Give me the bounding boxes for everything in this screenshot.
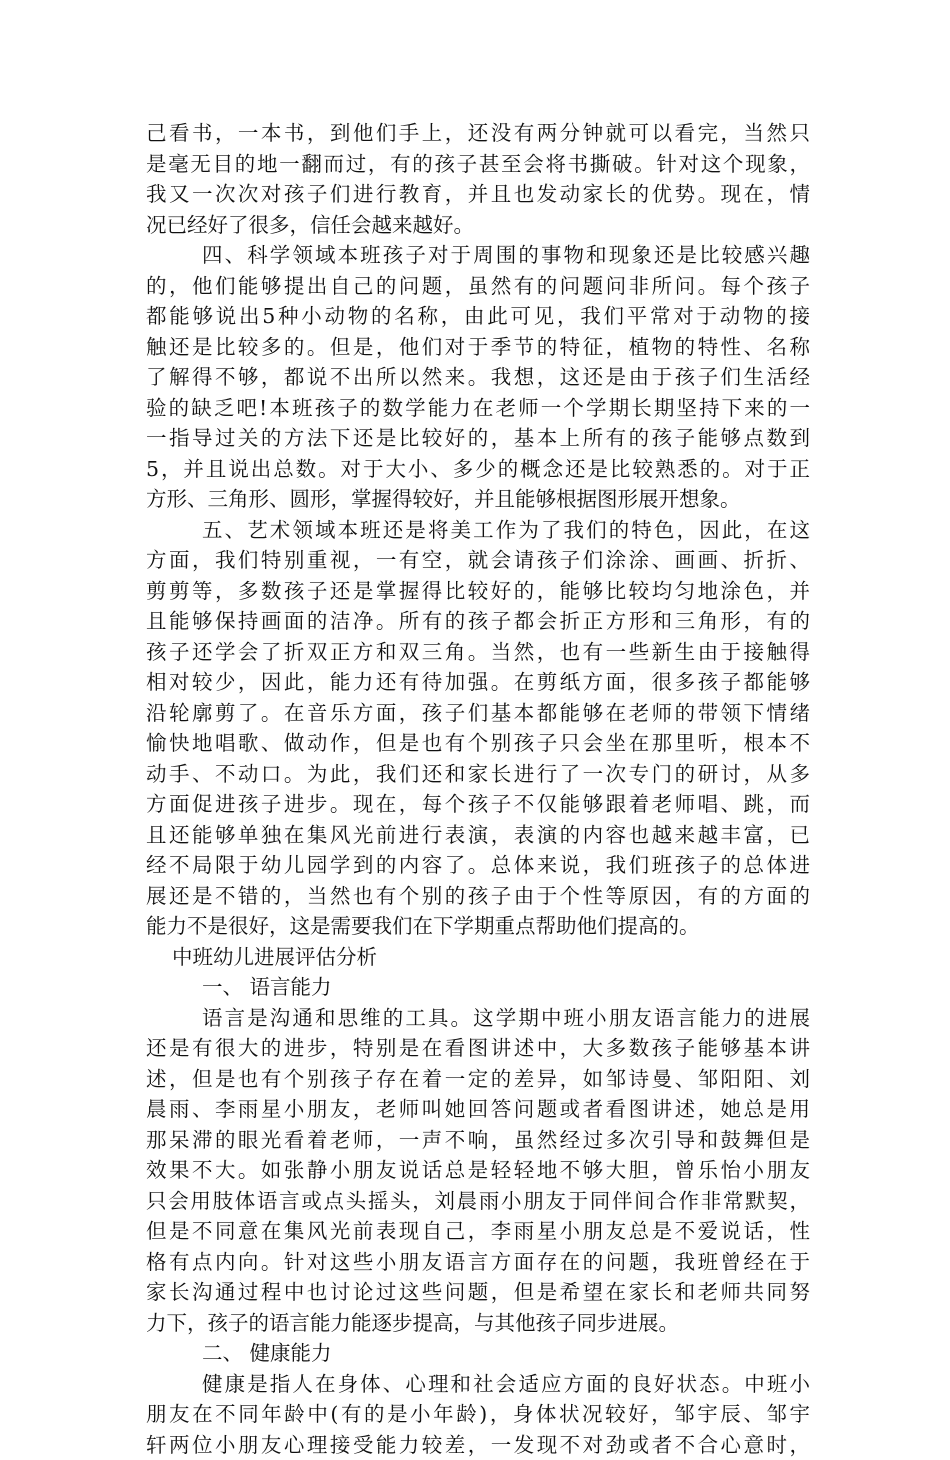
subsection-heading-language: 一、 语言能力 <box>146 972 810 1003</box>
document-page <box>146 118 810 1460</box>
paragraph-science <box>146 240 810 515</box>
text-line: 的，他们能够提出自己的问题，虽然有的问题问非所问。每个孩子 <box>146 271 810 302</box>
text-line: 家长沟通过程中也讨论过这些问题，但是希望在家长和老师共同努 <box>146 1277 810 1308</box>
text-line: 轩两位小朋友心理接受能力较差，一发现不对劲或者不合心意时， <box>146 1430 810 1460</box>
text-line: 力下，孩子的语言能力能逐步提高，与其他孩子同步进展。 <box>146 1308 810 1339</box>
text-line: 孩子还学会了折双正方和双三角。当然，也有一些新生由于接触得 <box>146 637 810 668</box>
text-line: 方面促进孩子进步。现在，每个孩子不仅能够跟着老师唱、跳，而 <box>146 789 810 820</box>
text-line: 且能够保持画面的洁净。所有的孩子都会折正方形和三角形，有的 <box>146 606 810 637</box>
text-line: 只会用肢体语言或点头摇头，刘晨雨小朋友于同伴间合作非常默契， <box>146 1186 810 1217</box>
paragraph-art <box>146 515 810 942</box>
text-line: 健康是指人在身体、心理和社会适应方面的良好状态。中班小 <box>146 1369 810 1400</box>
text-line: 效果不大。如张静小朋友说话总是轻轻地不够大胆，曾乐怡小朋友 <box>146 1155 810 1186</box>
text-line: 且还能够单独在集风光前进行表演，表演的内容也越来越丰富，已 <box>146 820 810 851</box>
text-line: 格有点内向。针对这些小朋友语言方面存在的问题，我班曾经在于 <box>146 1247 810 1278</box>
text-line: 还是有很大的进步，特别是在看图讲述中，大多数孩子能够基本讲 <box>146 1033 810 1064</box>
text-line: 剪剪等，多数孩子还是掌握得比较好的，能够比较均匀地涂色，并 <box>146 576 810 607</box>
section-title: 中班幼儿进展评估分析 <box>146 942 810 973</box>
text-line: 述，但是也有个别孩子存在着一定的差异，如邹诗曼、邹阳阳、刘 <box>146 1064 810 1095</box>
text-line: 但是不同意在集风光前表现自己，李雨星小朋友总是不爱说话，性 <box>146 1216 810 1247</box>
text-line: 了解得不够，都说不出所以然来。我想，这还是由于孩子们生活经 <box>146 362 810 393</box>
text-line: 晨雨、李雨星小朋友，老师叫她回答问题或者看图讲述，她总是用 <box>146 1094 810 1125</box>
text-line: 展还是不错的，当然也有个别的孩子由于个性等原因，有的方面的 <box>146 881 810 912</box>
text-line: 方形、三角形、圆形，掌握得较好，并且能够根据图形展开想象。 <box>146 484 810 515</box>
text-line: 己看书，一本书，到他们手上，还没有两分钟就可以看完，当然只 <box>146 118 810 149</box>
text-line: 都能够说出5种小动物的名称，由此可见，我们平常对于动物的接 <box>146 301 810 332</box>
paragraph-1 <box>146 118 810 240</box>
text-line: 沿轮廓剪了。在音乐方面，孩子们基本都能够在老师的带领下情绪 <box>146 698 810 729</box>
text-line: 是毫无目的地一翻而过，有的孩子甚至会将书撕破。针对这个现象， <box>146 149 810 180</box>
text-line: 况已经好了很多，信任会越来越好。 <box>146 210 810 241</box>
text-line: 5，并且说出总数。对于大小、多少的概念还是比较熟悉的。对于正 <box>146 454 810 485</box>
text-line: 愉快地唱歌、做动作，但是也有个别孩子只会坐在那里听，根本不 <box>146 728 810 759</box>
text-line: 一指导过关的方法下还是比较好的，基本上所有的孩子能够点数到 <box>146 423 810 454</box>
subsection-heading-health: 二、 健康能力 <box>146 1338 810 1369</box>
text-line: 朋友在不同年龄中(有的是小年龄)，身体状况较好，邹宇辰、邹宇 <box>146 1399 810 1430</box>
text-line: 方面，我们特别重视，一有空，就会请孩子们涂涂、画画、折折、 <box>146 545 810 576</box>
paragraph-health <box>146 1369 810 1460</box>
text-line: 那呆滞的眼光看着老师，一声不响，虽然经过多次引导和鼓舞但是 <box>146 1125 810 1156</box>
text-line: 经不局限于幼儿园学到的内容了。总体来说，我们班孩子的总体进 <box>146 850 810 881</box>
text-line: 触还是比较多的。但是，他们对于季节的特征，植物的特性、名称 <box>146 332 810 363</box>
text-line: 能力不是很好，这是需要我们在下学期重点帮助他们提高的。 <box>146 911 810 942</box>
text-line: 四、科学领域本班孩子对于周围的事物和现象还是比较感兴趣 <box>146 240 810 271</box>
text-line: 动手、不动口。为此，我们还和家长进行了一次专门的研讨，从多 <box>146 759 810 790</box>
text-line: 验的缺乏吧!本班孩子的数学能力在老师一个学期长期坚持下来的一 <box>146 393 810 424</box>
paragraph-language <box>146 1003 810 1339</box>
text-line: 相对较少，因此，能力还有待加强。在剪纸方面，很多孩子都能够 <box>146 667 810 698</box>
text-line: 五、艺术领域本班还是将美工作为了我们的特色，因此，在这 <box>146 515 810 546</box>
text-line: 我又一次次对孩子们进行教育，并且也发动家长的优势。现在，情 <box>146 179 810 210</box>
text-line: 语言是沟通和思维的工具。这学期中班小朋友语言能力的进展 <box>146 1003 810 1034</box>
